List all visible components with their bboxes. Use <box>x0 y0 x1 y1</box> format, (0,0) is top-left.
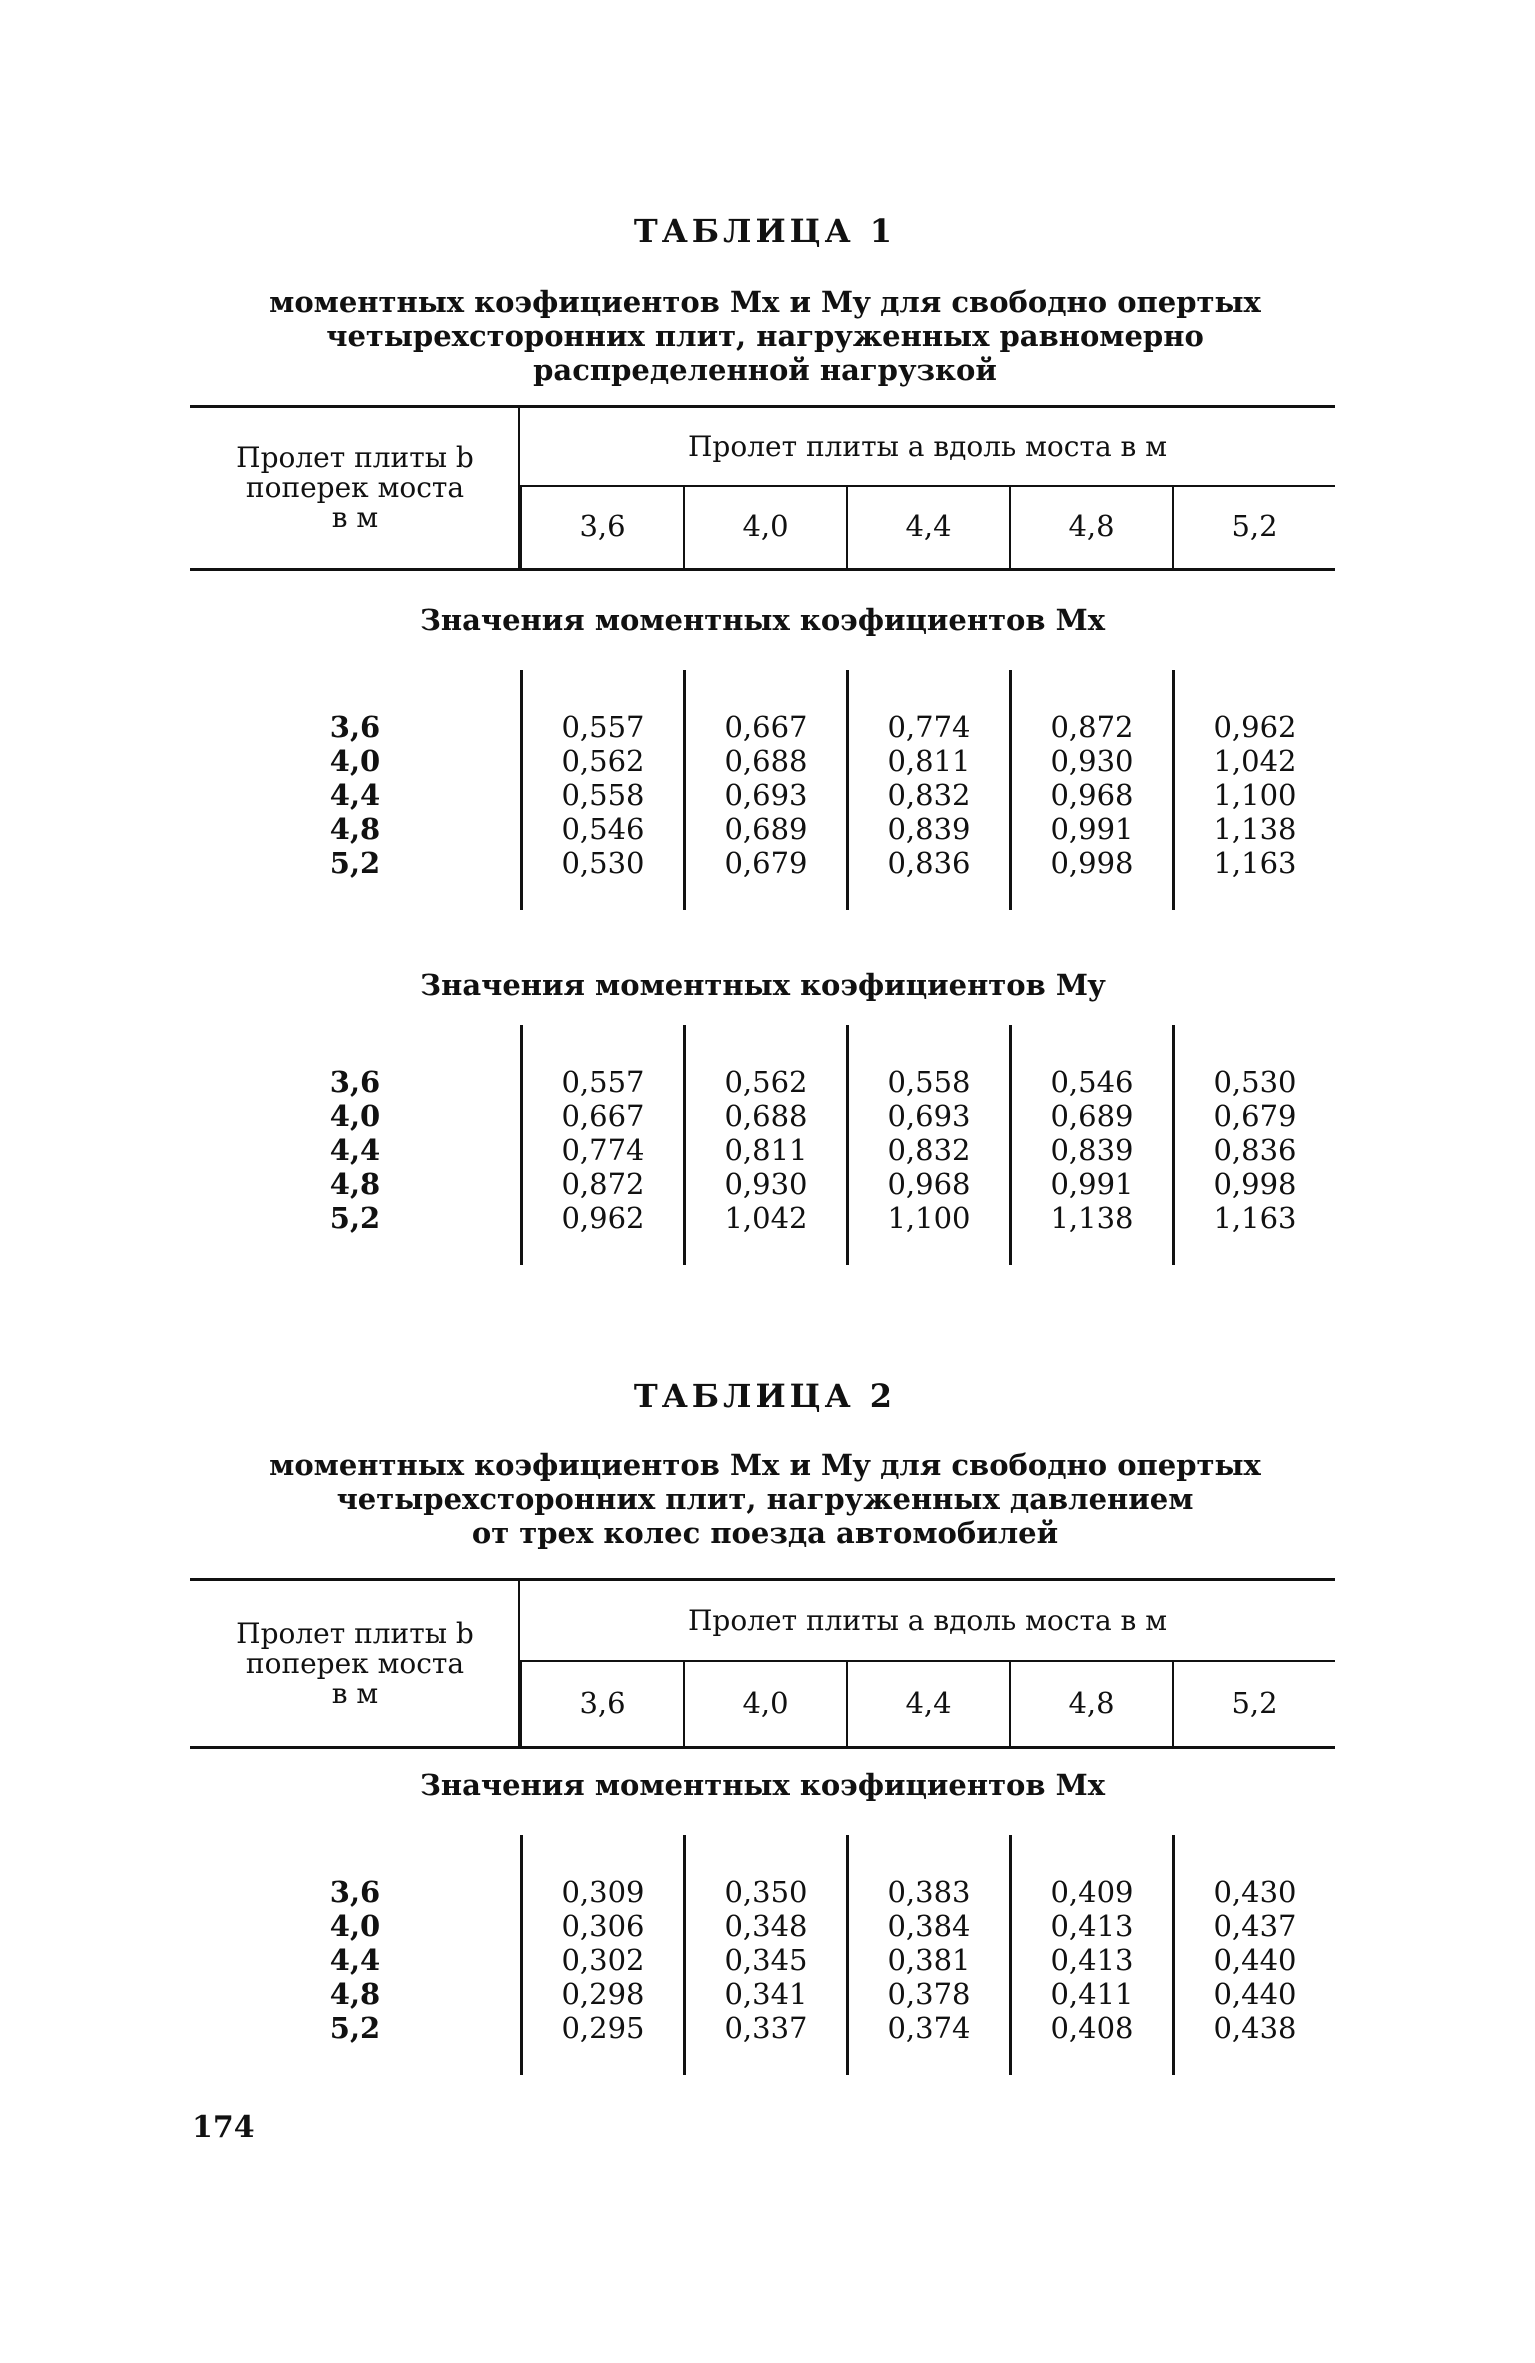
page-number: 174 <box>192 2110 255 2145</box>
table2-header-col-row <box>520 1660 1335 1746</box>
table-cell: 0,557 <box>561 710 645 744</box>
data-column <box>683 1835 846 2075</box>
table-cell: 0,302 <box>561 1943 645 1977</box>
header-left-line: в м <box>331 501 379 534</box>
row-label: 4,4 <box>329 1133 381 1167</box>
data-columns <box>520 670 1335 910</box>
row-labels <box>190 710 520 880</box>
table-cell: 0,309 <box>561 1875 645 1909</box>
table1-header-columns <box>520 408 1335 568</box>
table-cell: 1,138 <box>1213 812 1297 846</box>
row-label: 5,2 <box>329 2011 381 2045</box>
table-cell: 0,832 <box>887 778 971 812</box>
table-cell: 0,437 <box>1213 1909 1297 1943</box>
table-cell: 0,546 <box>1050 1065 1134 1099</box>
table-cell: 0,811 <box>887 744 971 778</box>
table-cell: 0,836 <box>1213 1133 1297 1167</box>
table-cell: 0,413 <box>1050 1943 1134 1977</box>
table-cell: 1,163 <box>1213 1201 1297 1235</box>
data-column <box>520 670 683 910</box>
table-cell: 0,337 <box>724 2011 808 2045</box>
header-left-line: поперек моста <box>245 471 465 504</box>
table-cell: 0,383 <box>887 1875 971 1909</box>
header-left-line: Пролет плиты b <box>236 441 474 474</box>
table-cell: 0,839 <box>887 812 971 846</box>
row-label: 5,2 <box>329 846 381 880</box>
table-cell: 0,430 <box>1213 1875 1297 1909</box>
data-column <box>1009 1835 1172 2075</box>
table-cell: 0,872 <box>561 1167 645 1201</box>
table1-header-row-label <box>190 408 520 568</box>
table-cell: 0,374 <box>887 2011 971 2045</box>
table-cell: 0,689 <box>1050 1099 1134 1133</box>
table-cell: 0,872 <box>1050 710 1134 744</box>
row-label: 4,0 <box>329 744 381 778</box>
table1-subtitle-line: распределенной нагрузкой <box>533 353 997 387</box>
table-cell: 0,774 <box>561 1133 645 1167</box>
data-columns <box>520 1835 1335 2075</box>
table2-header-columns <box>520 1581 1335 1746</box>
row-label: 3,6 <box>329 710 381 744</box>
table1-header-col: 4,4 <box>846 485 1009 568</box>
table1-section-my <box>190 1065 1335 1235</box>
data-column <box>683 670 846 910</box>
table-cell: 0,836 <box>887 846 971 880</box>
table-cell: 0,530 <box>1213 1065 1297 1099</box>
table-cell: 0,839 <box>1050 1133 1134 1167</box>
table-cell: 0,679 <box>724 846 808 880</box>
table2-subtitle-line: четырехсторонних плит, нагруженных давлением <box>336 1482 1194 1516</box>
table2-header-span: Пролет плиты a вдоль моста в м <box>520 1581 1335 1662</box>
table-cell: 0,378 <box>887 1977 971 2011</box>
table-cell: 0,530 <box>561 846 645 880</box>
table2-header-col: 5,2 <box>1172 1660 1335 1746</box>
data-column <box>1172 1835 1335 2075</box>
table1-header-span: Пролет плиты a вдоль моста в м <box>520 408 1335 487</box>
table-cell: 0,413 <box>1050 1909 1134 1943</box>
table-cell: 0,558 <box>561 778 645 812</box>
table1-section-my-title: Значения моментных коэфициентов My <box>420 968 1105 1002</box>
table1-subtitle <box>190 285 1340 387</box>
table-cell: 0,962 <box>561 1201 645 1235</box>
table2-header-col: 4,4 <box>846 1660 1009 1746</box>
table-cell: 0,348 <box>724 1909 808 1943</box>
table-cell: 0,384 <box>887 1909 971 1943</box>
header-left-line: поперек моста <box>245 1646 465 1680</box>
table-cell: 0,558 <box>887 1065 971 1099</box>
table-cell: 0,998 <box>1213 1167 1297 1201</box>
row-label: 4,8 <box>329 1167 381 1201</box>
table-cell: 0,689 <box>724 812 808 846</box>
header-left-line: в м <box>331 1676 379 1710</box>
table-cell: 0,968 <box>887 1167 971 1201</box>
table-cell: 0,693 <box>724 778 808 812</box>
table-cell: 0,562 <box>561 744 645 778</box>
table1-subtitle-line: моментных коэфициентов Mx и My для свободно опертых <box>269 285 1261 319</box>
row-label: 3,6 <box>329 1875 381 1909</box>
data-column <box>520 1835 683 2075</box>
row-label: 4,4 <box>329 1943 381 1977</box>
table-cell: 0,693 <box>887 1099 971 1133</box>
table-cell: 0,557 <box>561 1065 645 1099</box>
data-column <box>846 670 1009 910</box>
table1-section-mx <box>190 710 1335 880</box>
table-cell: 1,042 <box>1213 744 1297 778</box>
table2-section-mx <box>190 1875 1335 2045</box>
table-cell: 1,100 <box>887 1201 971 1235</box>
table2-header-row-label <box>190 1581 520 1746</box>
row-labels <box>190 1875 520 2045</box>
table-cell: 0,991 <box>1050 1167 1134 1201</box>
header-left-line: Пролет плиты b <box>236 1616 474 1650</box>
table-cell: 0,341 <box>724 1977 808 2011</box>
data-column <box>683 1025 846 1265</box>
table1-header-col: 3,6 <box>520 485 683 568</box>
table-cell: 1,138 <box>1050 1201 1134 1235</box>
table2-header <box>190 1578 1335 1749</box>
table1-title: ТАБЛИЦА 1 <box>633 212 897 250</box>
table-cell: 0,408 <box>1050 2011 1134 2045</box>
table-cell: 0,832 <box>887 1133 971 1167</box>
table-cell: 0,774 <box>887 710 971 744</box>
table-cell: 1,163 <box>1213 846 1297 880</box>
table-cell: 0,968 <box>1050 778 1134 812</box>
table-cell: 0,998 <box>1050 846 1134 880</box>
table-cell: 0,930 <box>724 1167 808 1201</box>
table-cell: 1,042 <box>724 1201 808 1235</box>
table2-header-col: 4,8 <box>1009 1660 1172 1746</box>
data-column <box>1172 670 1335 910</box>
table-cell: 0,667 <box>724 710 808 744</box>
table-cell: 0,562 <box>724 1065 808 1099</box>
data-column <box>846 1025 1009 1265</box>
table-cell: 0,667 <box>561 1099 645 1133</box>
table-cell: 0,345 <box>724 1943 808 1977</box>
table-cell: 0,440 <box>1213 1977 1297 2011</box>
row-label: 5,2 <box>329 1201 381 1235</box>
table-cell: 0,411 <box>1050 1977 1134 2011</box>
table2-subtitle <box>190 1448 1340 1550</box>
table2-header-col: 3,6 <box>520 1660 683 1746</box>
table-cell: 0,295 <box>561 2011 645 2045</box>
table1-header <box>190 405 1335 571</box>
table1-header-col: 4,8 <box>1009 485 1172 568</box>
table2-subtitle-line: от трех колес поезда автомобилей <box>471 1516 1059 1550</box>
table-cell: 0,811 <box>724 1133 808 1167</box>
row-label: 4,8 <box>329 812 381 846</box>
table1-header-col: 4,0 <box>683 485 846 568</box>
table1-header-col: 5,2 <box>1172 485 1335 568</box>
table-cell: 1,100 <box>1213 778 1297 812</box>
row-label: 3,6 <box>329 1065 381 1099</box>
data-column <box>520 1025 683 1265</box>
table1-section-mx-title: Значения моментных коэфициентов Mx <box>419 603 1106 637</box>
row-labels <box>190 1065 520 1235</box>
table-cell: 0,688 <box>724 1099 808 1133</box>
table2-title: ТАБЛИЦА 2 <box>633 1377 897 1415</box>
table-cell: 0,350 <box>724 1875 808 1909</box>
table-cell: 0,679 <box>1213 1099 1297 1133</box>
table-cell: 0,546 <box>561 812 645 846</box>
table-cell: 0,438 <box>1213 2011 1297 2045</box>
row-label: 4,8 <box>329 1977 381 2011</box>
data-column <box>1172 1025 1335 1265</box>
data-column <box>1009 1025 1172 1265</box>
data-column <box>846 1835 1009 2075</box>
table-cell: 0,298 <box>561 1977 645 2011</box>
table2-section-mx-title: Значения моментных коэфициентов Mx <box>419 1768 1106 1802</box>
table1-header-col-row <box>520 485 1335 568</box>
table-cell: 0,930 <box>1050 744 1134 778</box>
data-columns <box>520 1025 1335 1265</box>
table-cell: 0,381 <box>887 1943 971 1977</box>
table2-header-col: 4,0 <box>683 1660 846 1746</box>
table-cell: 0,962 <box>1213 710 1297 744</box>
row-label: 4,0 <box>329 1099 381 1133</box>
row-label: 4,4 <box>329 778 381 812</box>
table-cell: 0,440 <box>1213 1943 1297 1977</box>
table-cell: 0,306 <box>561 1909 645 1943</box>
data-column <box>1009 670 1172 910</box>
table1-subtitle-line: четырехсторонних плит, нагруженных равномерно <box>326 319 1204 353</box>
table-cell: 0,688 <box>724 744 808 778</box>
table-cell: 0,991 <box>1050 812 1134 846</box>
table2-subtitle-line: моментных коэфициентов Mx и My для свободно опертых <box>269 1448 1261 1482</box>
row-label: 4,0 <box>329 1909 381 1943</box>
table-cell: 0,409 <box>1050 1875 1134 1909</box>
